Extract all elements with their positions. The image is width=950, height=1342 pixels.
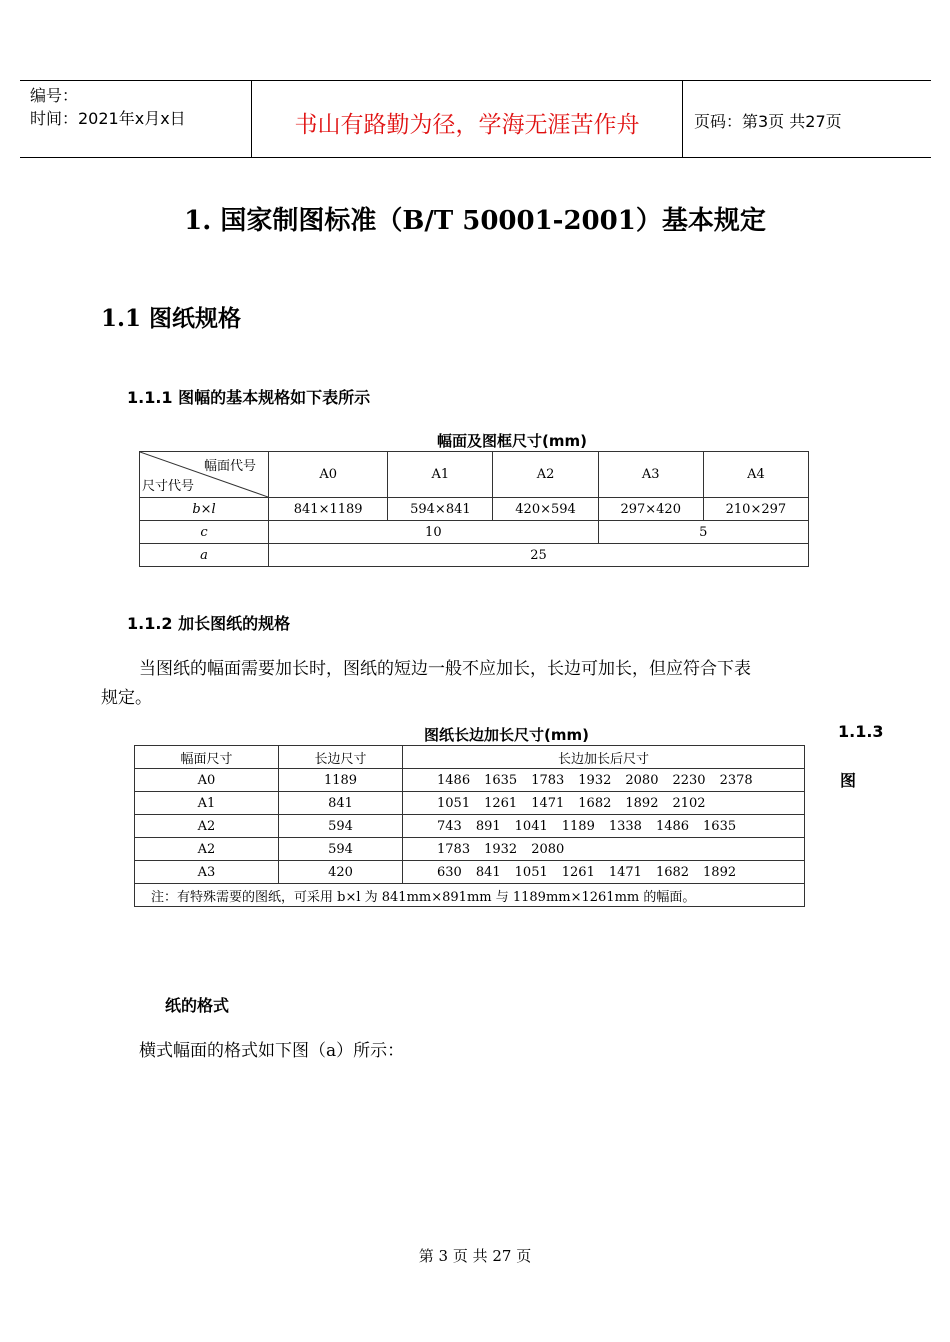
corner-top-label: 幅面代号 (203, 459, 256, 474)
extended-value: 1892 (625, 795, 659, 811)
long-side-cell: 594 (279, 815, 403, 838)
table-row (135, 769, 805, 792)
extended-value: 1486 (655, 818, 690, 834)
extended-value: 1338 (608, 818, 642, 834)
column-header: A4 (703, 452, 808, 498)
long-side-cell: 841 (279, 792, 403, 815)
extended-value: 1261 (561, 864, 595, 880)
column-header: 长边加长后尺寸 (403, 746, 805, 769)
extended-value: 1486 (437, 772, 471, 788)
extended-size-table (134, 745, 805, 907)
chapter-title: 1. 国家制图标准（B/T 50001-2001）基本规定 (184, 206, 766, 236)
column-header: A3 (598, 452, 703, 498)
table-cell: 25 (269, 544, 809, 567)
extended-values-cell (403, 861, 805, 884)
column-header: A0 (269, 452, 388, 498)
paragraph-line: 规定。 (101, 688, 152, 708)
long-side-cell: 420 (279, 861, 403, 884)
extended-value: 2230 (672, 772, 706, 788)
table-cell: 5 (598, 521, 808, 544)
extended-value: 891 (475, 818, 501, 834)
table-row (135, 815, 805, 838)
column-header: A1 (388, 452, 493, 498)
extended-value: 1041 (514, 818, 548, 834)
extended-value: 2102 (672, 795, 706, 811)
column-header: A2 (493, 452, 598, 498)
side-section-number: 1.1.3 (838, 722, 884, 741)
table-row (135, 838, 805, 861)
row-label: a (140, 544, 269, 567)
extended-value: 2378 (719, 772, 753, 788)
column-header: 幅面尺寸 (135, 746, 279, 769)
extended-value: 1892 (703, 864, 737, 880)
table-cell: 594×841 (388, 498, 493, 521)
paragraph-line: 当图纸的幅面需要加长时，图纸的短边一般不应加长，长边可加长，但应符合下表 (139, 659, 751, 679)
extended-value: 1051 (514, 864, 548, 880)
long-side-cell: 594 (279, 838, 403, 861)
subsection-heading: 纸的格式 (165, 996, 230, 1015)
extended-value: 1635 (703, 818, 737, 834)
extended-value: 1051 (437, 795, 471, 811)
page-footer: 第 3 页 共 27 页 (418, 1247, 532, 1265)
extended-value: 1682 (578, 795, 612, 811)
size-cell: A1 (135, 792, 279, 815)
extended-value: 1682 (655, 864, 690, 880)
extended-value: 1471 (608, 864, 642, 880)
row-label: b×l (140, 498, 269, 521)
extended-value: 1189 (561, 818, 595, 834)
table-cell: 210×297 (703, 498, 808, 521)
column-header: 长边尺寸 (279, 746, 403, 769)
table-corner-cell (140, 452, 269, 498)
table-cell: 841×1189 (269, 498, 388, 521)
extended-values-cell (403, 792, 805, 815)
subsection-heading: 1.1.1 图幅的基本规格如下表所示 (127, 388, 371, 407)
table-row (135, 861, 805, 884)
extended-values-cell (403, 838, 805, 861)
extended-value: 1261 (484, 795, 518, 811)
size-cell: A0 (135, 769, 279, 792)
table-note: 注：有特殊需要的图纸，可采用 b×l 为 841mm×891mm 与 1189mm×1261mm 的幅面。 (135, 884, 805, 907)
section-heading: 1.1 图纸规格 (101, 305, 242, 332)
table-cell: 297×420 (598, 498, 703, 521)
table-cell: 10 (269, 521, 599, 544)
table1-caption: 幅面及图框尺寸(mm) (437, 432, 587, 450)
extended-value: 1471 (531, 795, 565, 811)
page-header (20, 80, 931, 158)
long-side-cell: 1189 (279, 769, 403, 792)
table2-caption: 图纸长边加长尺寸(mm) (424, 726, 589, 744)
extended-value: 1783 (437, 841, 471, 857)
extended-value: 841 (475, 864, 501, 880)
size-cell: A3 (135, 861, 279, 884)
extended-values-cell (403, 769, 805, 792)
header-divider (682, 81, 683, 157)
table-cell: 420×594 (493, 498, 598, 521)
header-page-label: 页码：第3页 共27页 (694, 112, 842, 131)
size-cell: A2 (135, 838, 279, 861)
extended-value: 1783 (531, 772, 565, 788)
size-cell: A2 (135, 815, 279, 838)
number-label: 编号： (30, 86, 79, 105)
time-label: 时间：2021年x月x日 (30, 109, 186, 128)
paper-size-table (139, 451, 809, 567)
extended-value: 2080 (625, 772, 659, 788)
subsection-heading: 1.1.2 加长图纸的规格 (127, 614, 291, 633)
corner-bottom-label: 尺寸代号 (142, 479, 195, 494)
header-motto: 书山有路勤为径，学海无涯苦作舟 (294, 112, 640, 138)
extended-value: 2080 (531, 841, 565, 857)
extended-value: 743 (437, 818, 462, 834)
row-label: c (140, 521, 269, 544)
extended-value: 1932 (578, 772, 612, 788)
extended-value: 630 (437, 864, 462, 880)
extended-value: 1635 (484, 772, 518, 788)
extended-values-cell (403, 815, 805, 838)
side-char: 图 (840, 771, 857, 790)
paragraph-line: 横式幅面的格式如下图（a）所示： (139, 1041, 405, 1061)
extended-value: 1932 (484, 841, 518, 857)
table-row (135, 792, 805, 815)
